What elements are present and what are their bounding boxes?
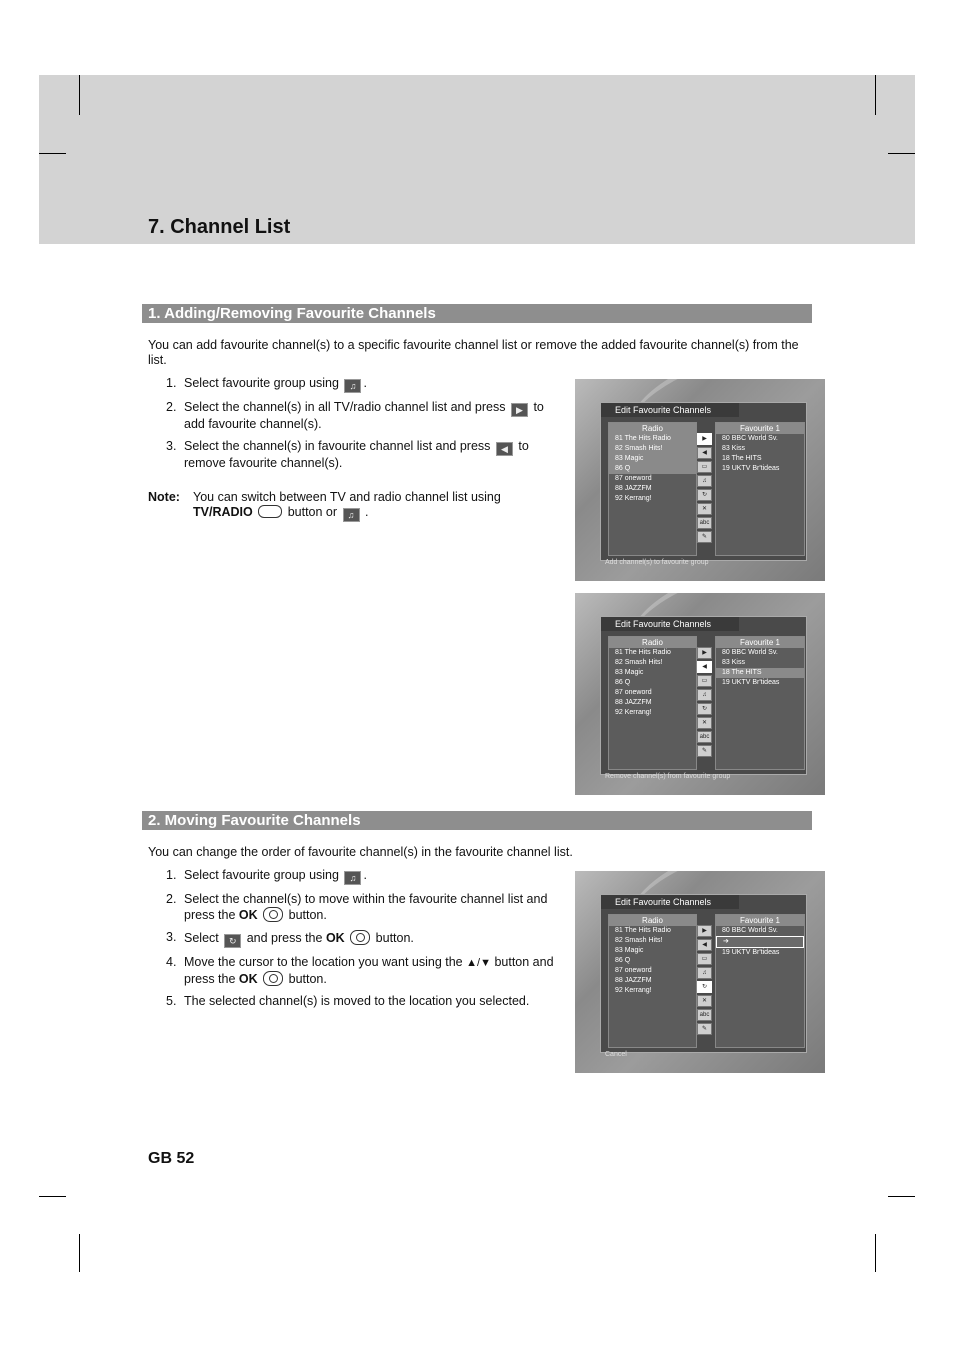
- list-item: 87 oneword: [615, 475, 652, 482]
- sort-icon: abc: [697, 731, 712, 743]
- status-text: Add channel(s) to favourite group: [605, 559, 709, 566]
- steps-list: [148, 868, 558, 1016]
- tv-icon: ▭: [697, 675, 712, 687]
- chapter-title: 7. Channel List: [148, 216, 291, 238]
- arrow-right-icon: ▶: [697, 647, 712, 659]
- crop-mark: [888, 1196, 915, 1197]
- arrow-right-icon: ▶: [697, 925, 712, 937]
- window-title: Edit Favourite Channels: [601, 895, 739, 909]
- edit-icon: ✎: [697, 745, 712, 757]
- crop-mark: [888, 153, 915, 154]
- tv-icon: ▭: [697, 953, 712, 965]
- list-item: 82 Smash Hits!: [615, 659, 663, 666]
- list-item: 2. Select the channel(s) to move within the favourite channel list and press the OK button.: [166, 892, 548, 922]
- list-item: 88 JAZZFM: [615, 699, 652, 706]
- page-number: GB 52: [148, 1150, 195, 1167]
- arrow-left-icon: ◀: [496, 442, 513, 456]
- list-item: 5. The selected channel(s) is moved to the location you selected.: [166, 994, 530, 1008]
- list-item: 80 BBC World Sv.: [722, 435, 778, 442]
- status-text: Cancel: [605, 1051, 627, 1058]
- screenshot-add: [575, 379, 825, 581]
- delete-icon: ✕: [697, 717, 712, 729]
- list-item: 3. Select the channel(s) in favourite channel list and press ◀ to remove favourite channel(s).: [166, 439, 529, 470]
- list-item: 83 Kiss: [722, 659, 745, 666]
- channel-list-panel: Radio 81 The Hits Radio 82 Smash Hits! 83 Magic 86 Q 87 oneword 88 JAZZFM 92 Kerrang!: [608, 914, 697, 1048]
- arrow-left-icon: ◀: [697, 939, 712, 951]
- list-item: 83 Kiss: [722, 445, 745, 452]
- radio-music-icon: ♫: [343, 508, 360, 522]
- group-icon: ♫: [697, 967, 712, 979]
- list-item: 92 Kerrang!: [615, 495, 652, 502]
- crop-mark: [39, 1196, 66, 1197]
- favourite-list-panel: Favourite 1 80 BBC World Sv. 83 Kiss 18 The HITS 19 UKTV Br'tideas: [715, 422, 805, 556]
- tv-radio-button-icon: [258, 505, 282, 518]
- list-item: 83 Magic: [609, 454, 696, 464]
- sort-icon: abc: [697, 1009, 712, 1021]
- arrow-right-icon: ▶: [511, 403, 528, 417]
- list-item: 3. Select ↻ and press the OK button.: [166, 930, 414, 946]
- channel-list-panel: Radio 81 The Hits Radio 82 Smash Hits! 83 Magic 86 Q 87 oneword 88 JAZZFM 92 Kerrang!: [608, 636, 697, 770]
- list-item: 2. Select the channel(s) in all TV/radio channel list and press ▶ to add favourite channel(s).: [166, 400, 544, 431]
- list-item: 19 UKTV Br'tideas: [722, 949, 780, 956]
- list-item: 82 Smash Hits!: [609, 444, 696, 454]
- edit-icon: ✎: [697, 531, 712, 543]
- toolbar: [697, 647, 711, 759]
- crop-mark: [79, 75, 80, 115]
- list-item: 81 The Hits Radio: [609, 434, 696, 444]
- list-item: 87 oneword: [615, 967, 652, 974]
- crop-mark: [39, 153, 66, 154]
- arrow-left-icon: ◀: [697, 447, 712, 459]
- list-item: 81 The Hits Radio: [615, 927, 671, 934]
- list-item: 82 Smash Hits!: [615, 937, 663, 944]
- move-icon: ↻: [697, 703, 712, 715]
- crop-mark: [875, 75, 876, 115]
- list-item: 81 The Hits Radio: [615, 649, 671, 656]
- arrow-left-icon: ◀: [697, 661, 712, 673]
- move-icon: ↻: [697, 489, 712, 501]
- list-item: 83 Magic: [615, 669, 644, 676]
- list-item: 18 The HITS: [722, 455, 762, 462]
- list-item: 80 BBC World Sv.: [722, 927, 778, 934]
- list-item: 80 BBC World Sv.: [722, 649, 778, 656]
- list-item: 88 JAZZFM: [615, 977, 652, 984]
- section-intro: You can change the order of favourite channel(s) in the favourite channel list.: [148, 845, 573, 859]
- toolbar: [697, 433, 711, 545]
- section-heading: 1. Adding/Removing Favourite Channels: [142, 304, 812, 323]
- edit-favourite-window: [600, 402, 807, 561]
- list-item: 19 UKTV Br'tideas: [722, 679, 780, 686]
- ok-button-icon: [350, 930, 370, 945]
- list-item: 92 Kerrang!: [615, 987, 652, 994]
- move-icon: ↻: [224, 934, 241, 948]
- favourite-list-panel: Favourite 1 80 BBC World Sv. ➔ 19 UKTV Br'tideas: [715, 914, 805, 1048]
- window-title: Edit Favourite Channels: [601, 617, 739, 631]
- section-heading: 2. Moving Favourite Channels: [142, 811, 812, 830]
- steps-list: [148, 376, 558, 478]
- ok-button-icon: [263, 907, 283, 922]
- list-item: 83 Magic: [615, 947, 644, 954]
- section-intro: You can add favourite channel(s) to a specific favourite channel list or remove the added favourite channel(s) from the list.: [148, 338, 799, 367]
- list-item: 88 JAZZFM: [615, 485, 652, 492]
- list-item: 86 Q: [615, 957, 631, 964]
- list-item: 1. Select favourite group using ♫ .: [166, 376, 367, 391]
- list-item: 1. Select favourite group using ♫ .: [166, 868, 367, 883]
- move-icon: ↻: [697, 981, 712, 993]
- favourite-group-icon: ♫: [344, 871, 361, 885]
- list-item: 19 UKTV Br'tideas: [722, 465, 780, 472]
- edit-icon: ✎: [697, 1023, 712, 1035]
- tv-icon: ▭: [697, 461, 712, 473]
- list-item: 86 Q: [615, 679, 631, 686]
- screenshot-remove: [575, 593, 825, 795]
- screenshot-move: [575, 871, 825, 1073]
- toolbar: [697, 925, 711, 1037]
- group-icon: ♫: [697, 689, 712, 701]
- list-item: 87 oneword: [615, 689, 652, 696]
- group-icon: ♫: [697, 475, 712, 487]
- up-down-arrow-icon: ▲/▼: [466, 957, 491, 969]
- delete-icon: ✕: [697, 503, 712, 515]
- edit-favourite-window: [600, 894, 807, 1053]
- channel-list-panel: Radio 81 The Hits Radio 82 Smash Hits! 83 Magic 86 Q 87 oneword 88 JAZZFM 92 Kerrang!: [608, 422, 697, 556]
- list-item: 4. Move the cursor to the location you want using the ▲/▼ button and press the OK button.: [166, 955, 554, 986]
- window-title: Edit Favourite Channels: [601, 403, 739, 417]
- favourite-group-icon: ♫: [344, 379, 361, 393]
- list-item: 18 The HITS: [716, 668, 804, 678]
- list-item: 86 Q: [609, 464, 696, 474]
- move-cursor: ➔: [716, 936, 804, 948]
- crop-mark: [79, 1234, 80, 1272]
- status-text: Remove channel(s) from favourite group: [605, 773, 731, 780]
- list-item: 92 Kerrang!: [615, 709, 652, 716]
- sort-icon: abc: [697, 517, 712, 529]
- ok-button-icon: [263, 971, 283, 986]
- arrow-right-icon: ▶: [697, 433, 712, 445]
- crop-mark: [875, 1234, 876, 1272]
- edit-favourite-window: [600, 616, 807, 775]
- favourite-list-panel: Favourite 1 80 BBC World Sv. 83 Kiss 18 The HITS 19 UKTV Br'tideas: [715, 636, 805, 770]
- delete-icon: ✕: [697, 995, 712, 1007]
